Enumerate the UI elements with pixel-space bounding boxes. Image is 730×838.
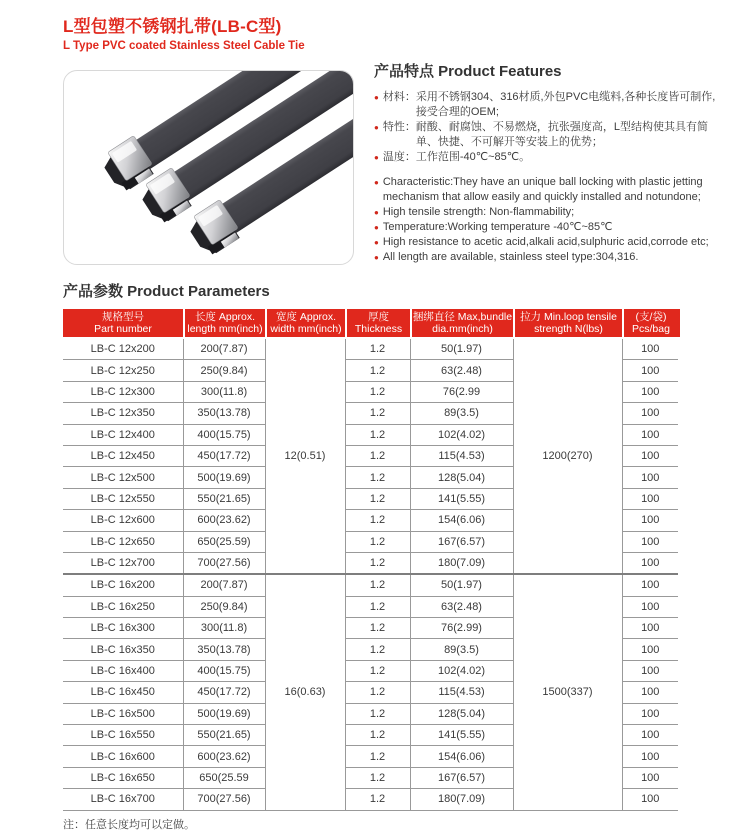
cell-bundle-dia: 180(7.09) <box>410 552 513 574</box>
cell-bundle-dia: 141(5.55) <box>410 725 513 746</box>
bullet-dot-icon: ● <box>374 178 379 187</box>
title-block <box>63 12 305 52</box>
cell-pcs-per-bag: 100 <box>622 596 678 617</box>
cell-length: 700(27.56) <box>183 552 265 574</box>
cell-bundle-dia: 128(5.04) <box>410 703 513 724</box>
cell-pcs-per-bag: 100 <box>622 725 678 746</box>
features-list-cn <box>374 90 724 165</box>
page-title: L型包塑不锈钢扎带(LB-C型) <box>63 17 282 36</box>
cell-part-number: LB-C 12x550 <box>63 488 183 509</box>
feature-item <box>374 90 724 120</box>
cell-thickness: 1.2 <box>345 660 410 681</box>
cell-width-merged: 12(0.51) <box>265 339 345 574</box>
cell-pcs-per-bag: 100 <box>622 531 678 552</box>
cell-pcs-per-bag: 100 <box>622 381 678 402</box>
column-header: (支/袋) Pcs/bag <box>622 309 678 337</box>
table-body <box>63 339 678 811</box>
table-row <box>63 574 678 596</box>
cell-pcs-per-bag: 100 <box>622 403 678 424</box>
cell-length: 400(15.75) <box>183 660 265 681</box>
cell-bundle-dia: 89(3.5) <box>410 403 513 424</box>
footnote: 注：任意长度均可以定做。 <box>63 819 195 831</box>
cell-part-number: LB-C 12x500 <box>63 467 183 488</box>
column-header: 长度 Approx. length mm(inch) <box>183 309 265 337</box>
cell-pcs-per-bag: 100 <box>622 574 678 596</box>
feature-item <box>374 175 724 205</box>
cell-pcs-per-bag: 100 <box>622 746 678 767</box>
feature-text: 采用不锈钢304、316材质,外包PVC电缆料,各种长度皆可制作,接受合理的OEM; <box>415 91 716 118</box>
cell-part-number: LB-C 16x200 <box>63 574 183 596</box>
cell-pcs-per-bag: 100 <box>622 445 678 466</box>
cell-pcs-per-bag: 100 <box>622 682 678 703</box>
cell-length: 500(19.69) <box>183 703 265 724</box>
cell-length: 650(25.59) <box>183 531 265 552</box>
cell-width-merged: 16(0.63) <box>265 574 345 810</box>
cell-length: 250(9.84) <box>183 360 265 381</box>
bullet-dot-icon: ● <box>374 93 379 102</box>
cell-thickness: 1.2 <box>345 510 410 531</box>
cell-pcs-per-bag: 100 <box>622 789 678 810</box>
cell-part-number: LB-C 16x400 <box>63 660 183 681</box>
cell-bundle-dia: 128(5.04) <box>410 467 513 488</box>
cell-thickness: 1.2 <box>345 789 410 810</box>
page-subtitle: L Type PVC coated Stainless Steel Cable Tie <box>63 40 305 52</box>
cell-tensile-merged: 1500(337) <box>513 574 622 810</box>
bullet-dot-icon: ● <box>374 123 379 132</box>
table-header-row <box>63 309 680 337</box>
table-row <box>63 339 678 360</box>
cell-length: 300(11.8) <box>183 618 265 639</box>
cell-thickness: 1.2 <box>345 339 410 360</box>
cell-thickness: 1.2 <box>345 467 410 488</box>
cell-bundle-dia: 167(6.57) <box>410 767 513 788</box>
cell-part-number: LB-C 12x700 <box>63 552 183 574</box>
cell-bundle-dia: 50(1.97) <box>410 339 513 360</box>
cell-part-number: LB-C 12x250 <box>63 360 183 381</box>
features-section <box>374 60 724 265</box>
cell-part-number: LB-C 16x700 <box>63 789 183 810</box>
feature-label: 材料： <box>382 91 416 103</box>
feature-item <box>374 235 724 250</box>
bullet-dot-icon: ● <box>374 208 379 217</box>
cell-thickness: 1.2 <box>345 746 410 767</box>
cell-length: 250(9.84) <box>183 596 265 617</box>
product-photo <box>63 70 354 265</box>
cell-thickness: 1.2 <box>345 381 410 402</box>
cell-part-number: LB-C 12x200 <box>63 339 183 360</box>
cell-part-number: LB-C 16x600 <box>63 746 183 767</box>
cell-pcs-per-bag: 100 <box>622 639 678 660</box>
feature-label: 温度： <box>382 151 416 163</box>
cell-length: 550(21.65) <box>183 488 265 509</box>
cell-bundle-dia: 63(2.48) <box>410 360 513 381</box>
cell-length: 450(17.72) <box>183 682 265 703</box>
cell-bundle-dia: 154(6.06) <box>410 510 513 531</box>
column-header: 拉力 Min.loop tensile strength N(lbs) <box>513 309 622 337</box>
cell-length: 600(23.62) <box>183 746 265 767</box>
feature-item <box>374 205 724 220</box>
column-header: 捆绑直径 Max,bundle dia.mm(inch) <box>410 309 513 337</box>
cell-pcs-per-bag: 100 <box>622 360 678 381</box>
cell-thickness: 1.2 <box>345 767 410 788</box>
cell-bundle-dia: 50(1.97) <box>410 574 513 596</box>
cell-pcs-per-bag: 100 <box>622 424 678 445</box>
cell-part-number: LB-C 16x450 <box>63 682 183 703</box>
cell-tensile-merged: 1200(270) <box>513 339 622 574</box>
cell-bundle-dia: 167(6.57) <box>410 531 513 552</box>
cell-length: 700(27.56) <box>183 789 265 810</box>
features-heading: 产品特点 Product Features <box>374 63 562 80</box>
cell-bundle-dia: 180(7.09) <box>410 789 513 810</box>
cell-part-number: LB-C 16x250 <box>63 596 183 617</box>
cell-bundle-dia: 76(2.99 <box>410 381 513 402</box>
cell-thickness: 1.2 <box>345 725 410 746</box>
column-header: 厚度 Thickness <box>345 309 410 337</box>
feature-text: 耐酸、耐腐蚀、不易燃烧，抗张强度高，L型结构使其具有简单、快捷、不可解开等安装上的优势； <box>415 121 708 148</box>
cell-length: 350(13.78) <box>183 403 265 424</box>
cell-thickness: 1.2 <box>345 360 410 381</box>
cell-length: 650(25.59 <box>183 767 265 788</box>
cell-thickness: 1.2 <box>345 682 410 703</box>
feature-item <box>374 220 724 235</box>
cell-part-number: LB-C 12x400 <box>63 424 183 445</box>
cell-part-number: LB-C 16x650 <box>63 767 183 788</box>
cell-part-number: LB-C 16x550 <box>63 725 183 746</box>
cell-length: 200(7.87) <box>183 574 265 596</box>
feature-item <box>374 250 724 265</box>
cell-thickness: 1.2 <box>345 639 410 660</box>
feature-item <box>374 150 724 165</box>
cell-length: 600(23.62) <box>183 510 265 531</box>
bullet-dot-icon: ● <box>374 153 379 162</box>
cell-thickness: 1.2 <box>345 445 410 466</box>
cell-bundle-dia: 89(3.5) <box>410 639 513 660</box>
cell-length: 200(7.87) <box>183 339 265 360</box>
cell-part-number: LB-C 16x350 <box>63 639 183 660</box>
cell-length: 450(17.72) <box>183 445 265 466</box>
cell-pcs-per-bag: 100 <box>622 467 678 488</box>
cell-bundle-dia: 154(6.06) <box>410 746 513 767</box>
column-header: 规格型号 Part number <box>94 311 152 335</box>
feature-text: High tensile strength: Non-flammability; <box>382 206 575 218</box>
cell-part-number: LB-C 12x650 <box>63 531 183 552</box>
feature-text: 工作范围-40℃~85℃。 <box>415 151 531 163</box>
cell-pcs-per-bag: 100 <box>622 488 678 509</box>
cell-part-number: LB-C 16x500 <box>63 703 183 724</box>
cell-part-number: LB-C 12x350 <box>63 403 183 424</box>
cell-length: 500(19.69) <box>183 467 265 488</box>
bullet-dot-icon: ● <box>374 253 379 262</box>
column-header: 宽度 Approx. width mm(inch) <box>265 309 345 337</box>
cell-pcs-per-bag: 100 <box>622 703 678 724</box>
feature-text: Temperature:Working temperature -40℃~85℃ <box>382 221 613 233</box>
cell-part-number: LB-C 12x300 <box>63 381 183 402</box>
cell-thickness: 1.2 <box>345 574 410 596</box>
cell-bundle-dia: 102(4.02) <box>410 424 513 445</box>
cell-bundle-dia: 63(2.48) <box>410 596 513 617</box>
cell-pcs-per-bag: 100 <box>622 510 678 531</box>
cell-length: 300(11.8) <box>183 381 265 402</box>
cell-pcs-per-bag: 100 <box>622 552 678 574</box>
cell-length: 550(21.65) <box>183 725 265 746</box>
parameters-heading: 产品参数 Product Parameters <box>63 283 270 300</box>
cell-thickness: 1.2 <box>345 403 410 424</box>
cell-bundle-dia: 102(4.02) <box>410 660 513 681</box>
cell-thickness: 1.2 <box>345 703 410 724</box>
cell-part-number: LB-C 12x450 <box>63 445 183 466</box>
cell-thickness: 1.2 <box>345 424 410 445</box>
feature-item <box>374 120 724 150</box>
cell-pcs-per-bag: 100 <box>622 767 678 788</box>
cell-part-number: LB-C 12x600 <box>63 510 183 531</box>
bullet-dot-icon: ● <box>374 223 379 232</box>
parameters-table <box>63 309 680 811</box>
cell-length: 350(13.78) <box>183 639 265 660</box>
cell-thickness: 1.2 <box>345 618 410 639</box>
cell-thickness: 1.2 <box>345 488 410 509</box>
cell-part-number: LB-C 16x300 <box>63 618 183 639</box>
cell-pcs-per-bag: 100 <box>622 660 678 681</box>
feature-text: Characteristic:They have an unique ball locking with plastic jetting mechanism that allow easily and quickly installed and notundone; <box>382 176 703 203</box>
cable-tie-photo <box>64 71 353 264</box>
cell-thickness: 1.2 <box>345 596 410 617</box>
cell-thickness: 1.2 <box>345 552 410 574</box>
cell-thickness: 1.2 <box>345 531 410 552</box>
cell-bundle-dia: 115(4.53) <box>410 682 513 703</box>
cell-bundle-dia: 115(4.53) <box>410 445 513 466</box>
cell-pcs-per-bag: 100 <box>622 339 678 360</box>
cell-pcs-per-bag: 100 <box>622 618 678 639</box>
feature-text: High resistance to acetic acid,alkali acid,sulphuric acid,corrode etc; <box>382 236 709 248</box>
features-list-en <box>374 175 724 265</box>
cell-bundle-dia: 76(2.99) <box>410 618 513 639</box>
cell-length: 400(15.75) <box>183 424 265 445</box>
feature-text: All length are available, stainless steel type:304,316. <box>382 251 639 263</box>
feature-label: 特性： <box>382 121 416 133</box>
bullet-dot-icon: ● <box>374 238 379 247</box>
cell-bundle-dia: 141(5.55) <box>410 488 513 509</box>
